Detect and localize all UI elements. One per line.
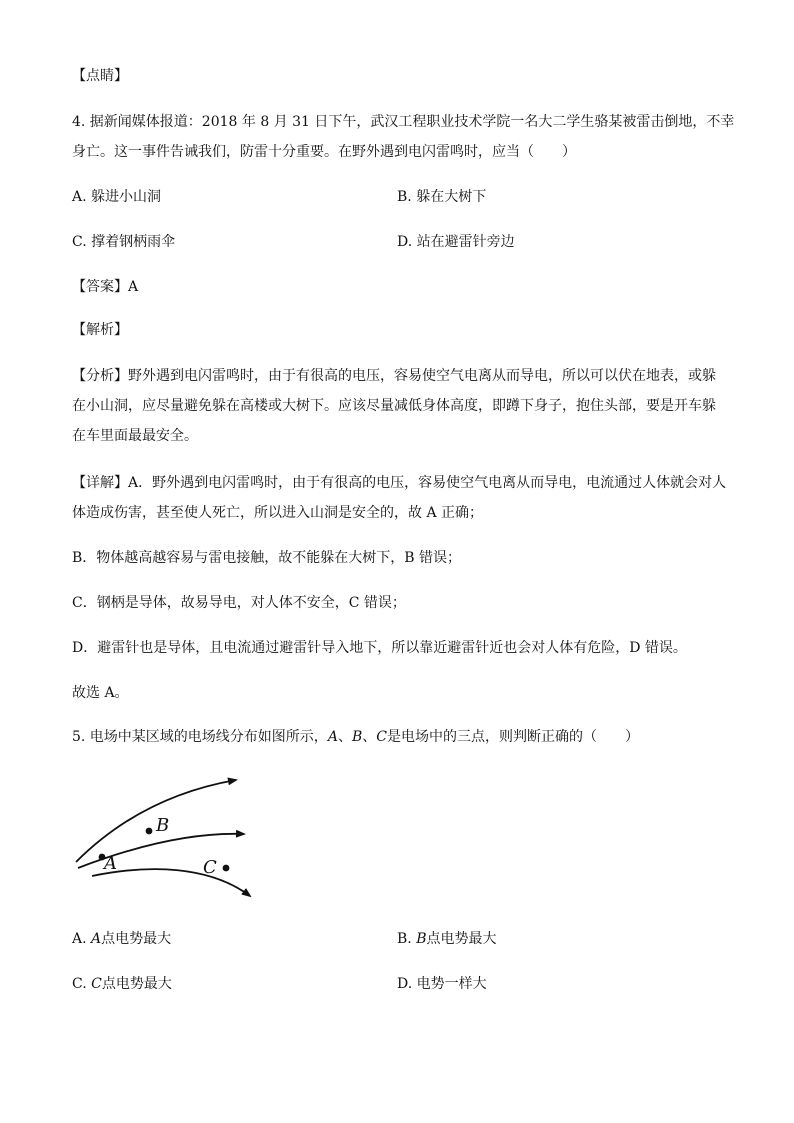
q5-option-c-var: C [91,976,102,992]
q5-stem-var-c: C [376,729,387,745]
label-c: C [203,857,217,878]
q4-option-d: D. 站在避雷针旁边 [397,234,515,250]
q4-option-c: C. 撑着钢柄雨伞 [72,234,176,250]
q5-option-a-letter: A. [72,931,92,947]
q5-stem-post: 是电场中的三点，则判断正确的（ ） [386,729,639,745]
q4-fenxi-line2: 在小山洞，应尽量避免躲在高楼或大树下。应该尽量减低身体高度，即蹲下身子，抱住头部，要是开车躲 [72,398,716,414]
q5-stem-number: 5. [72,729,86,745]
q5-option-d: D. 电势一样大 [397,976,487,992]
dianjing-label: 【点睛】 [72,68,128,84]
q4-analysis-title: 【解析】 [72,322,128,338]
q5-stem [72,727,639,747]
q4-xiangjie-line1: 【详解】A．野外遇到电闪雷鸣时，由于有很高的电压，容易使空气电离从而导电，电流通过人体就会对人 [72,475,727,491]
q4-xiangjie-b: B．物体越高越容易与雷电接触，故不能躲在大树下，B 错误； [72,550,462,566]
q5-option-b-var: B [416,931,427,947]
q4-xiangjie-d: D．避雷针也是导体，且电流通过避雷针导入地下，所以靠近避雷针近也会对人体有危险，D 错误。 [72,640,687,656]
q4-stem-line2: 身亡。这一事件告诫我们，防雷十分重要。在野外遇到电闪雷鸣时，应当（ ） [72,144,576,160]
label-b: B [156,815,170,836]
q5-option-a-text: 点电势最大 [101,931,172,947]
q4-fenxi-line1: 【分析】野外遇到电闪雷鸣时，由于有很高的电压，容易使空气电离从而导电，所以可以伏在地表，或躲 [72,368,716,384]
q4-fenxi-line3: 在车里面最最安全。 [72,428,198,444]
q5-option-c [72,974,172,994]
q4-option-a: A. 躲进小山洞 [72,189,162,205]
q5-option-a-var: A [91,931,102,947]
label-a: A [104,853,117,874]
point-c-dot [223,865,230,872]
q4-option-b: B. 躲在大树下 [397,189,487,205]
q5-stem-sep1: 、 [337,729,352,745]
q5-option-c-text: 点电势最大 [101,976,172,992]
q5-option-b [397,929,497,949]
q5-stem-sep2: 、 [362,729,377,745]
q5-option-c-letter: C. [72,976,92,992]
q5-option-b-letter: B. [397,931,417,947]
q4-conclusion: 故选 A。 [72,685,129,701]
q4-stem-line1: 4. 据新闻媒体报道：2018 年 8 月 31 日下午，武汉工程职业技术学院一名大二学生骆某被雷击倒地，不幸 [72,114,735,130]
point-b-dot [146,828,153,835]
q4-xiangjie-c: C．钢柄是导体，故易导电，对人体不安全，C 错误； [72,595,406,611]
q5-option-a [72,929,171,949]
q5-stem-var-a: A [327,729,338,745]
q5-stem-pre: 电场中某区域的电场线分布如图所示， [85,729,328,745]
q5-option-b-text: 点电势最大 [426,931,497,947]
q4-answer: 【答案】A [72,279,139,295]
electric-field-diagram [60,768,280,908]
q4-xiangjie-line2: 体造成伤害，甚至使人死亡，所以进入山洞是安全的，故 A 正确； [72,505,484,521]
q5-stem-var-b: B [351,729,363,745]
